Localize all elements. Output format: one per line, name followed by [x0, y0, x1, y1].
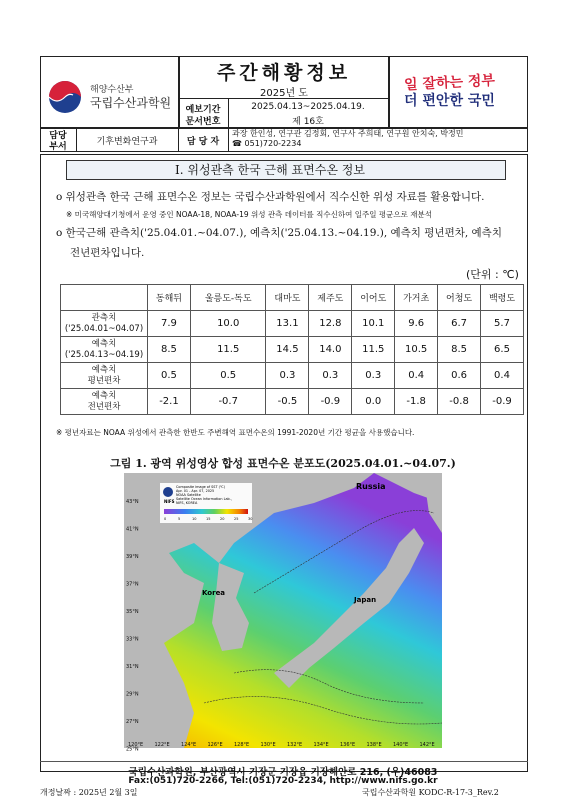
- col-header: 동해뒤: [148, 285, 191, 311]
- table-cell: 10.1: [352, 311, 395, 337]
- label-korea: Korea: [202, 589, 226, 597]
- unit-label: (단위 : ℃): [466, 268, 519, 281]
- table-cell: 5.7: [481, 311, 524, 337]
- nifs-logo-icon: [163, 487, 173, 497]
- footer-contact: Fax:(051)720-2266, Tel:(051)720-2234, http://www.nifs.go.kr: [128, 776, 438, 786]
- legend-text-1: Composite image of SST (℃): [176, 485, 226, 489]
- page-title: 주간해황정보: [216, 62, 352, 84]
- footer-address: 국립수산과학원, 부산광역시 기장군 기장읍 기장해안로 216, (우)46083: [128, 767, 438, 778]
- col-header: 대마도: [266, 285, 309, 311]
- legend-text-2: Apr. 01 - Apr. 07, 2025: [176, 489, 215, 493]
- table-header-row: [61, 285, 524, 311]
- table-cell: 9.6: [395, 311, 438, 337]
- sst-table: [60, 284, 524, 415]
- government-emblem-icon: [48, 80, 82, 114]
- table-cell: -0.9: [309, 389, 352, 415]
- ministry-name: 해양수산부: [90, 85, 134, 95]
- slogan-line1: 일 잘하는 정부: [403, 72, 496, 94]
- longitude-label: 132°E: [287, 742, 303, 748]
- docno-label: 문서번호: [185, 117, 221, 127]
- latitude-label: 33°N: [126, 636, 139, 643]
- table-cell: 0.4: [395, 363, 438, 389]
- latitude-label: 41°N: [126, 526, 139, 533]
- col-header: 백령도: [481, 285, 524, 311]
- longitude-label: 134°E: [313, 742, 329, 748]
- staff-names: 과장 한인성, 연구관 김정회, 연구사 주희태, 연구원 안치숙, 박정민: [232, 129, 464, 138]
- table-cell: -0.5: [266, 389, 309, 415]
- legend-label: NIFS: [164, 499, 175, 504]
- longitude-label: 130°E: [260, 742, 276, 748]
- scale-tick-label: 0: [164, 517, 167, 521]
- department: 기후변화연구과: [96, 137, 158, 147]
- sst-map: [124, 473, 442, 753]
- year: 2025년 도: [260, 88, 308, 99]
- col-header: 이어도: [352, 285, 395, 311]
- forecast-period: 2025.04.13~2025.04.19.: [251, 102, 365, 112]
- latitude-label: 37°N: [126, 581, 139, 588]
- col-header: 가거초: [395, 285, 438, 311]
- table-cell: 10.5: [395, 337, 438, 363]
- table-row: [61, 311, 524, 337]
- scale-tick-label: 20: [220, 517, 225, 521]
- table-row: [61, 337, 524, 363]
- scale-tick-label: 30: [248, 517, 253, 521]
- col-header: 울릉도-독도: [190, 285, 266, 311]
- longitude-label: 124°E: [181, 742, 197, 748]
- slogan-line2: 더 편안한 국민: [404, 93, 495, 109]
- bullet-1: o 위성관측 한국 근해 표면수온 정보는 국립수산과학원에서 직수신한 위성 자료를 활용합니다.: [56, 191, 485, 203]
- period-label: 예보기간: [185, 105, 221, 115]
- row-header: 예측치 평년편차: [61, 363, 148, 389]
- figure-caption: 그림 1. 광역 위성영상 합성 표면수온 분포도(2025.04.01.~04.07.): [110, 457, 456, 470]
- note-1: ※ 미국해양대기청에서 운영 중인 NOAA-18, NOAA-19 위성 관측 데이터를 직수신하여 일주일 평균으로 재분석: [66, 210, 432, 219]
- row-header: 예측치 ('25.04.13~04.19): [61, 337, 148, 363]
- table-cell: 0.6: [438, 363, 481, 389]
- longitude-label: 120°E: [128, 742, 144, 748]
- table-cell: 7.9: [148, 311, 191, 337]
- table-cell: 8.5: [148, 337, 191, 363]
- table-cell: 0.3: [352, 363, 395, 389]
- scale-tick-label: 5: [178, 517, 181, 521]
- table-cell: 14.0: [309, 337, 352, 363]
- row-header: 관측치 ('25.04.01~04.07): [61, 311, 148, 337]
- table-cell: -2.1: [148, 389, 191, 415]
- section-title: I. 위성관측 한국 근해 표면수온 정보: [66, 160, 506, 180]
- bullet-2-cont: 전년편차입니다.: [70, 247, 145, 259]
- table-cell: 13.1: [266, 311, 309, 337]
- table-cell: 0.3: [309, 363, 352, 389]
- legend-text-5: NIFS, KOREA: [176, 501, 198, 505]
- table-cell: 0.0: [352, 389, 395, 415]
- table-cell: -0.7: [190, 389, 266, 415]
- color-scale: [164, 509, 248, 514]
- table-cell: 6.7: [438, 311, 481, 337]
- label-japan: Japan: [354, 596, 377, 604]
- longitude-label: 128°E: [234, 742, 250, 748]
- table-cell: 14.5: [266, 337, 309, 363]
- longitude-label: 140°E: [393, 742, 409, 748]
- legend-text-3: NOAA Satellite: [176, 493, 201, 497]
- table-cell: -1.8: [395, 389, 438, 415]
- latitude-label: 31°N: [126, 664, 139, 670]
- longitude-label: 126°E: [207, 742, 223, 748]
- table-cell: 10.0: [190, 311, 266, 337]
- col-header: 제주도: [309, 285, 352, 311]
- row-header: 예측치 전년편차: [61, 389, 148, 415]
- longitude-label: 122°E: [154, 742, 170, 748]
- table-cell: 12.8: [309, 311, 352, 337]
- table-cell: 0.3: [266, 363, 309, 389]
- longitude-label: 142°E: [419, 742, 435, 748]
- table-note: ※ 평년자료는 NOAA 위성에서 관측한 한반도 주변해역 표면수온의 1991-2020년 기간 평균을 사용했습니다.: [56, 428, 415, 437]
- issue-number: 제 16호: [292, 117, 324, 127]
- revised-date: 개정날짜 : 2025년 2월 3일: [40, 788, 138, 797]
- table-cell: 11.5: [352, 337, 395, 363]
- table-row: [61, 363, 524, 389]
- bullet-2: o 한국근해 관측치('25.04.01.~04.07.), 예측치('25.04.13.~04.19.), 예측치 평년편차, 예측치: [56, 227, 502, 239]
- scale-tick-label: 15: [206, 517, 211, 521]
- scale-tick-label: 10: [192, 517, 197, 521]
- label-russia: Russia: [356, 482, 386, 491]
- latitude-label: 25°N: [126, 746, 139, 753]
- longitude-label: 136°E: [340, 742, 356, 748]
- table-corner: [61, 285, 148, 311]
- longitude-label: 138°E: [366, 742, 382, 748]
- table-cell: 0.5: [148, 363, 191, 389]
- table-cell: -0.8: [438, 389, 481, 415]
- latitude-label: 35°N: [126, 609, 139, 615]
- latitude-label: 29°N: [126, 691, 139, 698]
- form-id: 국립수산과학원 KODC-R-17-3_Rev.2: [362, 788, 499, 797]
- dept-label-2: 부서: [49, 142, 67, 152]
- dept-label-1: 담당: [49, 131, 67, 141]
- table-cell: 0.5: [190, 363, 266, 389]
- table-cell: 0.4: [481, 363, 524, 389]
- staff-label: 담 당 자: [186, 137, 220, 147]
- table-cell: 6.5: [481, 337, 524, 363]
- latitude-label: 39°N: [126, 554, 139, 560]
- table-cell: 8.5: [438, 337, 481, 363]
- latitude-label: 43°N: [126, 499, 139, 505]
- institute-name: 국립수산과학원: [90, 96, 172, 110]
- table-cell: 11.5: [190, 337, 266, 363]
- latitude-label: 27°N: [126, 719, 139, 725]
- staff-phone: ☎ 051)720-2234: [232, 139, 302, 148]
- table-row: [61, 389, 524, 415]
- col-header: 어청도: [438, 285, 481, 311]
- legend-text-4: Satellite Ocean Information Lab.,: [176, 497, 232, 501]
- table-cell: -0.9: [481, 389, 524, 415]
- scale-tick-label: 25: [234, 517, 239, 521]
